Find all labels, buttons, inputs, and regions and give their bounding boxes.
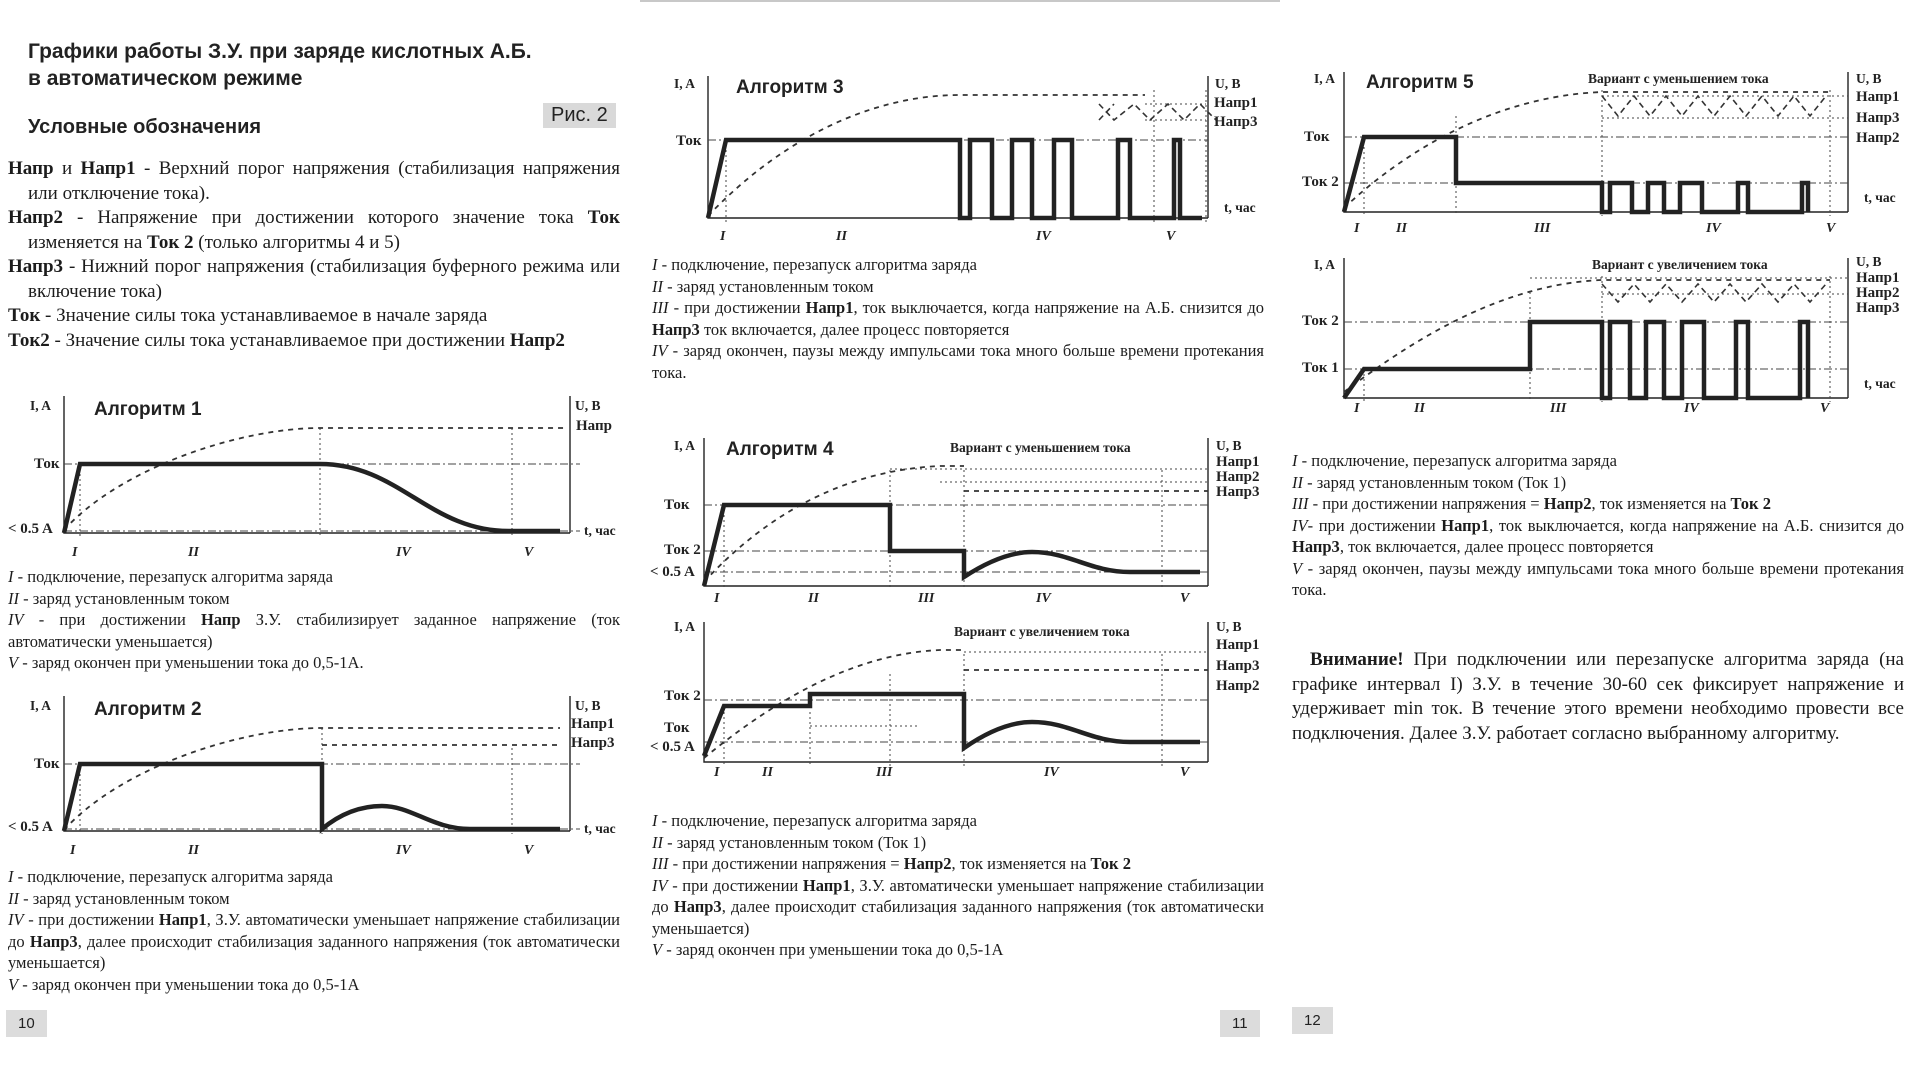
axes-frame — [1344, 258, 1848, 398]
label-tok: Ток — [34, 756, 60, 772]
algorithm-2-notes — [8, 866, 620, 995]
note-item: IV - при достижении Напр1, З.У. автоматически уменьшает напряжение стабилизации до Напр3, далее происходит стабилизация заданного напряжения (ток автоматически уменьшается) — [8, 910, 620, 972]
label-tok2: Ток 2 — [1302, 174, 1339, 190]
variant-decrease-label: Вариант с уменьшением тока — [950, 440, 1131, 455]
x-axis-label: t, час — [1864, 190, 1896, 205]
variant-increase-label: Вариант с увеличением тока — [954, 624, 1130, 639]
interval-label: IV — [1044, 765, 1059, 780]
label-tok: Ток — [1304, 129, 1330, 145]
y-axis-left-label: I, A — [30, 398, 52, 413]
y-axis-right-label: U, B — [575, 398, 601, 413]
interval-label: I — [714, 591, 720, 606]
interval-label: IV — [1036, 591, 1051, 606]
note-item: I - подключение, перезапуск алгоритма заряда — [1292, 451, 1617, 470]
x-axis-label: t, час — [1864, 376, 1896, 391]
note-item: III - при достижении Напр1, ток выключается, когда напряжение на А.Б. снизится до Напр3 ток включается, далее процесс повторяется — [652, 298, 1264, 339]
y-axis-left-label: I, A — [30, 698, 52, 713]
note-item: V - заряд окончен, паузы между импульсами тока много больше времени протекания тока. — [1292, 558, 1904, 599]
legend-title: Условные обозначения — [28, 116, 262, 138]
interval-label: II — [762, 765, 773, 780]
algorithm-1-title: Алгоритм 1 — [94, 399, 202, 420]
y-axis-left-label: I, A — [1314, 71, 1336, 86]
interval-label: III — [1550, 401, 1567, 416]
note-item: II - заряд установленным током — [652, 276, 874, 296]
voltage-curve — [704, 466, 964, 582]
algorithm-3-notes — [652, 254, 1264, 383]
algorithm-3-title: Алгоритм 3 — [736, 77, 844, 98]
current-curve — [704, 505, 1200, 586]
y-axis-right-label: U, B — [1215, 76, 1241, 91]
x-axis-label: t, час — [584, 523, 616, 538]
interval-label: IV — [1684, 401, 1699, 416]
page-number: 12 — [1292, 1007, 1333, 1034]
interval-label: V — [1820, 401, 1830, 416]
note-item: II - заряд установленным током — [8, 588, 230, 608]
label-tok: Ток — [664, 720, 690, 736]
current-curve — [64, 764, 560, 831]
page-10 — [0, 0, 640, 1079]
note-item: II - заряд установленным током (Ток 1) — [652, 832, 927, 852]
algorithm-5-increase-chart — [1280, 252, 1920, 422]
algorithm-3-chart — [640, 70, 1280, 252]
algorithm-5-notes — [1292, 450, 1904, 601]
algorithm-5-title: Алгоритм 5 — [1366, 72, 1474, 93]
interval-dividers — [726, 90, 1206, 222]
y-axis-right-label: U, B — [1216, 619, 1242, 634]
page-title: Графики работы З.У. при заряде кислотных А.Б. в автоматическом режиме — [28, 40, 532, 90]
interval-label: I — [1354, 221, 1360, 236]
legend-item: Напр и Напр1 - Верхний порог напряжения (стабилизация напряжения или отключение тока). — [8, 158, 620, 204]
legend-item: Напр2 - Напряжение при достижении которого значение тока Ток изменяется на Ток 2 (только алгоритмы 4 и 5) — [8, 207, 620, 253]
interval-label: II — [808, 591, 819, 606]
label-napr2: Напр2 — [1216, 678, 1260, 694]
voltage-sawtooth — [1602, 284, 1826, 302]
y-axis-right-label: U, B — [1856, 71, 1882, 86]
interval-label: V — [1166, 229, 1176, 244]
label-low-current: < 0.5 A — [8, 819, 53, 835]
label-napr: Напр — [576, 418, 612, 434]
current-pulses — [1344, 137, 1808, 212]
interval-label: I — [720, 229, 726, 244]
variant-decrease-label: Вариант с уменьшением тока — [1588, 71, 1769, 86]
label-napr2: Напр2 — [1216, 469, 1260, 485]
current-pulses — [1344, 322, 1808, 398]
note-item: II - заряд установленным током (Ток 1) — [1292, 472, 1567, 492]
note-item: V - заряд окончен при уменьшении тока до 0,5-1А. — [8, 653, 364, 672]
note-item: IV - заряд окончен, паузы между импульсами тока много больше времени протекания тока. — [652, 341, 1264, 382]
label-napr3: Напр3 — [571, 735, 615, 751]
y-axis-left-label: I, A — [674, 76, 696, 91]
page-11 — [640, 0, 1280, 1081]
note-item: IV - при достижении Напр З.У. стабилизирует заданное напряжение (ток автоматически уменьшается) — [8, 610, 620, 651]
interval-label: II — [1414, 401, 1425, 416]
label-low-current: < 0.5 A — [650, 739, 695, 755]
note-item: V - заряд окончен при уменьшении тока до 0,5-1А — [8, 974, 360, 994]
voltage-sawtooth — [1602, 96, 1826, 116]
axes-frame — [704, 438, 1208, 586]
interval-label: II — [188, 545, 199, 560]
interval-label: II — [1396, 221, 1407, 236]
interval-label: V — [1826, 221, 1836, 236]
label-napr1: Напр1 — [571, 716, 615, 732]
voltage-sawtooth — [1099, 104, 1216, 120]
note-item: I - подключение, перезапуск алгоритма заряда — [652, 255, 977, 274]
current-curve — [704, 694, 1200, 756]
algorithm-4-title: Алгоритм 4 — [726, 439, 834, 460]
y-axis-right-label: U, B — [575, 698, 601, 713]
variant-increase-label: Вариант с увеличением тока — [1592, 257, 1768, 272]
interval-label: I — [714, 765, 720, 780]
interval-label: III — [918, 591, 935, 606]
voltage-curve — [708, 95, 1145, 216]
attention-text: При подключении или перезапуске алгоритма заряда (на графике интервал I) З.У. в течение 30-60 сек фиксирует напряжение и удерживает min ток. В течение этого времени необходимо провести все подключения. Далее З.У. работает согласно выбранному алгоритму. — [1292, 649, 1904, 744]
figure-label: Рис. 2 — [543, 103, 616, 128]
x-axis-label: t, час — [584, 821, 616, 836]
algorithm-1-notes — [8, 566, 620, 674]
interval-label: IV — [396, 545, 411, 560]
interval-label: IV — [396, 843, 411, 858]
algorithm-2-title: Алгоритм 2 — [94, 699, 202, 720]
algorithm-4-increase-chart — [640, 614, 1280, 784]
note-item: II - заряд установленным током — [8, 888, 230, 908]
interval-label: II — [836, 229, 847, 244]
interval-dividers — [80, 728, 512, 834]
voltage-curve — [64, 428, 564, 530]
algorithm-2-chart — [0, 688, 640, 863]
interval-label: I — [1354, 401, 1360, 416]
interval-label: III — [876, 765, 893, 780]
label-napr3: Напр3 — [1214, 114, 1258, 130]
label-tok: Ток — [676, 133, 702, 149]
note-item: I - подключение, перезапуск алгоритма заряда — [8, 567, 333, 586]
interval-label: IV — [1036, 229, 1051, 244]
interval-dividers — [1364, 90, 1848, 216]
y-axis-right-label: U, B — [1856, 254, 1882, 269]
attention-note — [1292, 648, 1904, 746]
y-axis-right-label: U, B — [1216, 438, 1242, 453]
interval-label: II — [188, 843, 199, 858]
interval-label: I — [72, 545, 78, 560]
interval-label: V — [524, 843, 534, 858]
x-axis-label: t, час — [1224, 200, 1256, 215]
label-tok: Ток — [664, 497, 690, 513]
label-napr1: Напр1 — [1216, 637, 1260, 653]
label-napr3: Напр3 — [1216, 658, 1260, 674]
legend-list — [8, 157, 620, 353]
legend-item: Напр3 - Нижний порог напряжения (стабилизация буферного режима или включение тока) — [8, 256, 620, 302]
note-item: IV - при достижении Напр1, З.У. автоматически уменьшает напряжение стабилизации до Напр3, далее происходит стабилизация заданного напряжения (ток автоматически уменьшается) — [652, 875, 1264, 938]
page-number: 11 — [1220, 1010, 1260, 1037]
attention-label: Внимание! — [1310, 649, 1404, 670]
voltage-curve — [1344, 92, 1830, 208]
label-tok2: Ток 2 — [1302, 313, 1339, 329]
label-napr3: Напр3 — [1856, 300, 1900, 316]
y-axis-left-label: I, A — [674, 619, 696, 634]
label-napr1: Напр1 — [1856, 270, 1900, 286]
label-napr2: Напр2 — [1856, 285, 1900, 301]
note-item: I - подключение, перезапуск алгоритма заряда — [8, 867, 333, 886]
note-item: I - подключение, перезапуск алгоритма заряда — [652, 811, 977, 830]
y-axis-left-label: I, A — [674, 438, 696, 453]
label-napr3: Напр3 — [1216, 484, 1260, 500]
note-item: V - заряд окончен при уменьшении тока до 0,5-1А — [652, 940, 1004, 959]
reference-lines — [704, 505, 1208, 572]
page-12 — [1280, 0, 1920, 1079]
note-item: III - при достижении напряжения = Напр2, ток изменяется на Ток 2 — [1292, 494, 1771, 513]
interval-label: III — [1534, 221, 1551, 236]
label-tok: Ток — [34, 456, 60, 472]
note-item: III - при достижении напряжения = Напр2, ток изменяется на Ток 2 — [652, 854, 1131, 873]
label-tok2: Ток 2 — [664, 542, 701, 558]
label-napr2: Напр2 — [1856, 130, 1900, 146]
label-tok2: Ток 2 — [664, 688, 701, 704]
voltage-curve — [64, 728, 560, 830]
algorithm-1-chart — [0, 388, 640, 563]
label-low-current: < 0.5 A — [8, 521, 53, 537]
legend-item: Ток2 - Значение силы тока устанавливаемое при достижении Напр2 — [8, 329, 565, 351]
y-axis-left-label: I, A — [1314, 257, 1336, 272]
voltage-curve — [1344, 280, 1830, 392]
algorithm-5-decrease-chart — [1280, 66, 1920, 240]
interval-label: I — [70, 843, 76, 858]
current-curve — [64, 464, 560, 533]
interval-dividers — [1364, 276, 1848, 402]
interval-label: IV — [1706, 221, 1721, 236]
label-napr1: Напр1 — [1216, 454, 1260, 470]
label-napr1: Напр1 — [1214, 95, 1258, 111]
note-item: IV- при достижении Напр1, ток выключается, когда напряжение на А.Б. снизится до Напр3, ток включается, далее процесс повторяется — [1292, 515, 1904, 556]
interval-label: V — [1180, 591, 1190, 606]
interval-dividers — [80, 428, 512, 536]
label-tok1: Ток 1 — [1302, 360, 1339, 376]
current-pulses — [708, 140, 1202, 218]
page-number: 10 — [6, 1010, 47, 1037]
reference-lines — [64, 464, 580, 531]
label-low-current: < 0.5 A — [650, 564, 695, 580]
interval-label: V — [1180, 765, 1190, 780]
reference-lines — [1344, 322, 1848, 369]
label-napr3: Напр3 — [1856, 110, 1900, 126]
algorithm-4-notes — [652, 810, 1264, 961]
legend-item: Ток - Значение силы тока устанавливаемое в начале заряда — [8, 305, 488, 326]
interval-label: V — [524, 545, 534, 560]
algorithm-4-decrease-chart — [640, 430, 1280, 606]
reference-lines — [1344, 137, 1848, 183]
label-napr1: Напр1 — [1856, 89, 1900, 105]
